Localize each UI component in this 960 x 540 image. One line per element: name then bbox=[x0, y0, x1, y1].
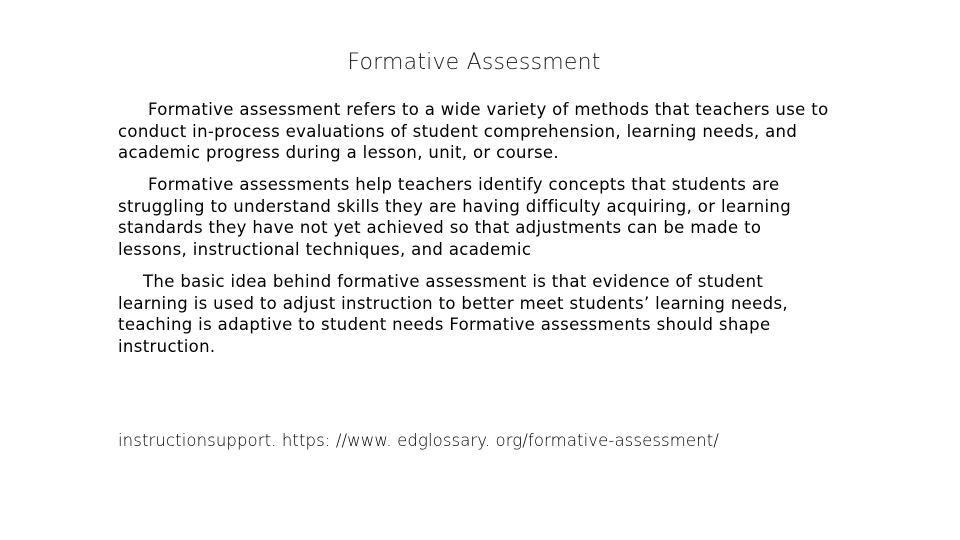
source-citation: instructionsupport. https: //www. edglossary. org/formative-assessment/ bbox=[118, 431, 719, 450]
slide-title: Formative Assessment bbox=[347, 50, 601, 75]
paragraph-purpose: Formative assessments help teachers identify concepts that students are struggling to understand skills they are having difficulty acquiring, or learning standards they have not yet achieved so that adjustments can be made to lessons, instructional techniques, and academic bbox=[118, 175, 792, 259]
paragraph-basic-idea: The basic idea behind formative assessment is that evidence of student learning is used to adjust instruction to better meet students’ learning needs, teaching is adaptive to student needs Formative assessments should shape instruction. bbox=[118, 272, 789, 356]
paragraph-definition: Formative assessment refers to a wide variety of methods that teachers use to conduct in-process evaluations of student comprehension, learning needs, and academic progress during a lesson, unit, or course. bbox=[118, 100, 829, 162]
